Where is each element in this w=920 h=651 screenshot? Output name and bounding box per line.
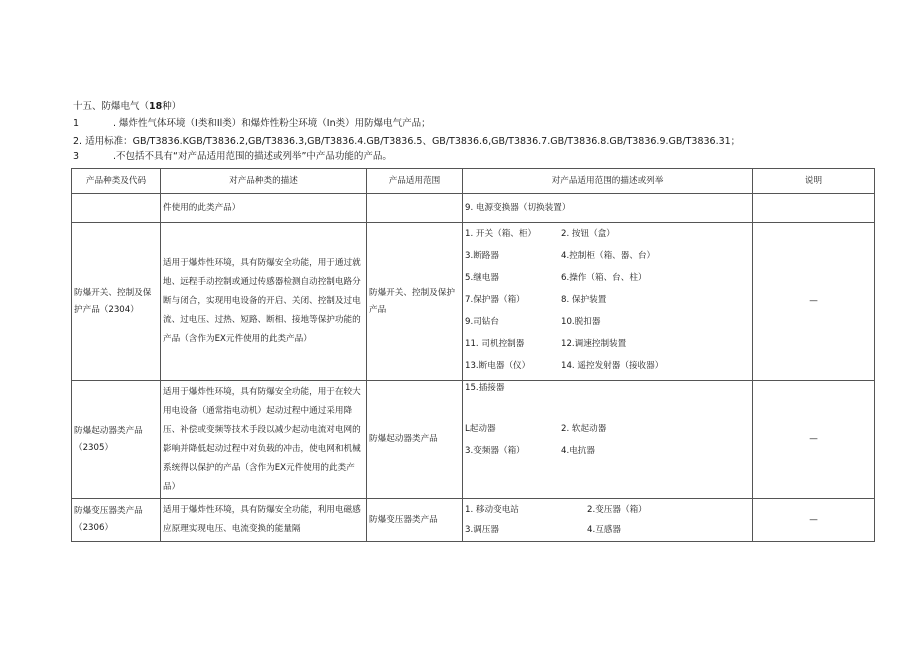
cell-scope-item: 9. 电源变换器（切换装置） bbox=[463, 194, 753, 223]
scope-item-list bbox=[465, 500, 750, 540]
header-line-3 bbox=[73, 151, 392, 163]
list-item: 14. 遥控发射器（接收器） bbox=[561, 361, 664, 371]
cell-description: 适用于爆炸性环境，具有防爆安全功能，利用电磁感应原理实现电压、电流变换的能量隔 bbox=[161, 499, 367, 542]
cell-description: 适用于爆炸性环境，具有防爆安全功能，用于在较大用电设备（通常指电动机）起动过程中通过采用降压、补偿或变频等技术手段以减少起动电流对电网的影响并降低起动过程中对负载的冲击，使电网和机械系统得以保护的产品（含作为EX元件使用的此类产品） bbox=[161, 381, 367, 499]
list-item: 2.变压器（箱） bbox=[587, 505, 647, 515]
list-item: 13.断电器（仪） bbox=[465, 361, 531, 371]
scope-item-list bbox=[465, 223, 750, 393]
list-item: 1. 开关（箱、柜） bbox=[465, 229, 537, 239]
cell-scope: 防爆开关、控制及保护产品 bbox=[367, 223, 463, 381]
list-item: 15.插接器 bbox=[465, 383, 505, 393]
list-item: 3.变频器（箱） bbox=[465, 445, 525, 456]
list-item: L起动器 bbox=[465, 423, 496, 434]
cell-note: — bbox=[753, 499, 875, 542]
list-item: 6.操作（箱、台、柱） bbox=[561, 273, 647, 283]
header-line-1-num: 1 bbox=[73, 118, 80, 129]
col-header-note: 说明 bbox=[753, 169, 875, 194]
cell-scope: 防爆变压器类产品 bbox=[367, 499, 463, 542]
cell-description: 适用于爆炸性环境，具有防爆安全功能，用于通过就地、远程手动控制或通过传感器检测自动控制电路分断与闭合，实现用电设备的开启、关闭、控制及过电流、过电压、过热、短路、断相、接地等保护功能的产品（含作为EX元件使用的此类产品） bbox=[161, 223, 367, 381]
col-header-scope: 产品适用范围 bbox=[367, 169, 463, 194]
header-line-2-text: 2. 适用标准：GB/T3836.KGB/T3836.2,GB/T3836.3,GB/T3836.4.GB/T3836.5、GB/T3836.6,GB/T3836.7.GB/T3836.8.GB/T3836.9.GB/T3836.31； bbox=[73, 136, 741, 147]
cell-category: 防爆起动器类产品（2305） bbox=[72, 381, 161, 499]
cell-note: — bbox=[753, 223, 875, 381]
header-line-1-text: . 爆炸性气体环境（I类和Il类）和爆炸性粉尘环境（In类）用防爆电气产品； bbox=[113, 118, 431, 129]
cell-scope bbox=[367, 194, 463, 223]
cell-note bbox=[753, 194, 875, 223]
table-row bbox=[72, 223, 875, 381]
table-row-continuation bbox=[72, 194, 875, 223]
list-item: 1. 移动变电站 bbox=[465, 505, 519, 515]
cell-category: 防爆变压器类产品（2306） bbox=[72, 499, 161, 542]
cell-note: — bbox=[753, 381, 875, 499]
scope-item-list bbox=[465, 418, 750, 462]
header-line-2 bbox=[73, 136, 740, 148]
col-header-scope-list: 对产品适用范围的描述或列举 bbox=[463, 169, 753, 194]
list-item: 4.控制柜（箱、器、台） bbox=[561, 251, 656, 261]
list-item: 2. 按钮（盒） bbox=[561, 229, 615, 239]
section-title-count: 18 bbox=[149, 101, 163, 112]
list-item: 12.调速控制装置 bbox=[561, 339, 627, 349]
section-title-suffix: 种） bbox=[162, 101, 182, 112]
cell-category: 防爆开关、控制及保护产品（2304） bbox=[72, 223, 161, 381]
section-title bbox=[73, 101, 181, 113]
cell-scope: 防爆起动器类产品 bbox=[367, 381, 463, 499]
cell-description: 件使用的此类产品） bbox=[161, 194, 367, 223]
header-line-1 bbox=[73, 118, 431, 130]
list-item: 2. 软起动器 bbox=[561, 423, 607, 434]
header-line-3-num: 3 bbox=[73, 151, 80, 162]
list-item: 3.调压器 bbox=[465, 525, 499, 535]
list-item: 9.司钻台 bbox=[465, 317, 499, 327]
col-header-description: 对产品种类的描述 bbox=[161, 169, 367, 194]
product-table bbox=[71, 168, 875, 542]
header-line-3-text: .不包括不具有“对产品适用范围的描述或列举”中产品功能的产品。 bbox=[113, 151, 392, 162]
list-item: 8. 保护装置 bbox=[561, 295, 607, 305]
list-item: 11. 司机控制器 bbox=[465, 339, 525, 349]
list-item: 3.断路器 bbox=[465, 251, 499, 261]
table-row bbox=[72, 499, 875, 542]
cell-scope-list bbox=[463, 499, 753, 542]
list-item: 10.脱扣器 bbox=[561, 317, 601, 327]
list-item: 4.互感器 bbox=[587, 525, 621, 535]
cell-category bbox=[72, 194, 161, 223]
list-item: 5.继电器 bbox=[465, 273, 499, 283]
section-title-prefix: 十五、防爆电气（ bbox=[73, 101, 150, 112]
col-header-category: 产品种类及代码 bbox=[72, 169, 161, 194]
cell-scope-list bbox=[463, 223, 753, 393]
list-item: 4.电抗器 bbox=[561, 445, 595, 456]
table-header-row bbox=[72, 169, 875, 194]
list-item: 7.保护器（箱） bbox=[465, 295, 525, 305]
